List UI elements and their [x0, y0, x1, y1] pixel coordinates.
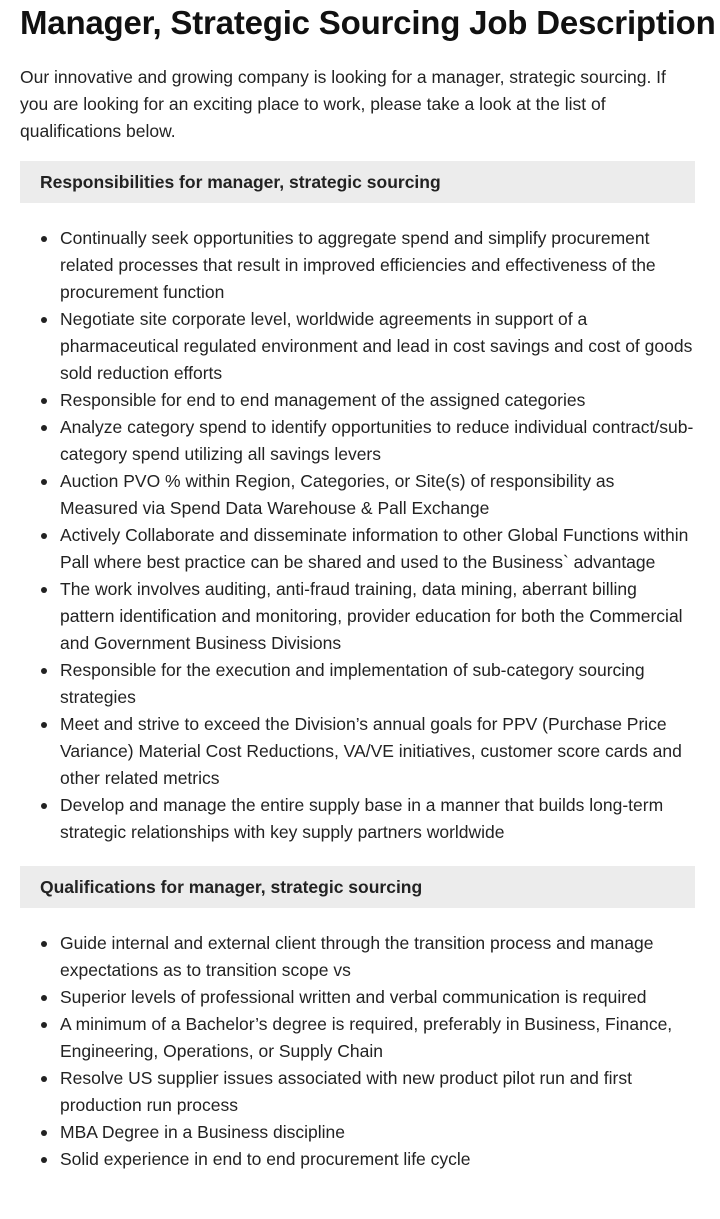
list-item — [20, 711, 695, 792]
bullet-icon — [41, 941, 47, 947]
list-item — [20, 984, 695, 1011]
list-item-text: Actively Collaborate and disseminate information to other Global Functions within Pall where best practice can be shared and used to the Business` advantage — [60, 525, 689, 572]
list-item — [20, 468, 695, 522]
bullet-icon — [41, 668, 47, 674]
list-item-text: Responsible for the execution and implementation of sub-category sourcing strategies — [60, 660, 645, 707]
bullet-icon — [41, 236, 47, 242]
list-item-text: Responsible for end to end management of the assigned categories — [60, 390, 586, 410]
bullet-icon — [41, 1076, 47, 1082]
bullet-icon — [41, 803, 47, 809]
qualifications-list — [20, 930, 695, 1173]
bullet-icon — [41, 425, 47, 431]
list-item-text: Develop and manage the entire supply base in a manner that builds long-term strategic relationships with key supply partners worldwide — [60, 795, 664, 842]
bullet-icon — [41, 722, 47, 728]
list-item — [20, 387, 695, 414]
intro-paragraph: Our innovative and growing company is looking for a manager, strategic sourcing. If you are looking for an exciting place to work, please take a look at the list of qualifications below. — [20, 67, 666, 141]
bullet-icon — [41, 1130, 47, 1136]
list-item — [20, 657, 695, 711]
list-item-text: Guide internal and external client through the transition process and manage expectations as to transition scope vs — [60, 933, 654, 980]
page-title: Manager, Strategic Sourcing Job Description — [20, 4, 716, 41]
list-item — [20, 1011, 695, 1065]
list-item — [20, 930, 695, 984]
responsibilities-list — [20, 225, 695, 846]
list-item-text: A minimum of a Bachelor’s degree is required, preferably in Business, Finance, Engineering, Operations, or Supply Chain — [60, 1014, 673, 1061]
list-item-text: Meet and strive to exceed the Division’s annual goals for PPV (Purchase Price Variance) Material Cost Reductions, VA/VE initiatives, customer score cards and other related metrics — [60, 714, 682, 788]
bullet-icon — [41, 1022, 47, 1028]
bullet-icon — [41, 587, 47, 593]
qualifications-heading: Qualifications for manager, strategic sourcing — [20, 866, 695, 908]
bullet-icon — [41, 317, 47, 323]
list-item-text: The work involves auditing, anti-fraud training, data mining, aberrant billing pattern identification and monitoring, provider education for both the Commercial and Government Business Divisions — [60, 579, 683, 653]
list-item — [20, 792, 695, 846]
list-item — [20, 306, 695, 387]
list-item — [20, 1119, 695, 1146]
list-item — [20, 522, 695, 576]
list-item-text: MBA Degree in a Business discipline — [60, 1122, 346, 1142]
bullet-icon — [41, 533, 47, 539]
list-item-text: Resolve US supplier issues associated with new product pilot run and first production run process — [60, 1068, 632, 1115]
list-item-text: Solid experience in end to end procurement life cycle — [60, 1149, 471, 1169]
list-item — [20, 1146, 695, 1173]
list-item-text: Negotiate site corporate level, worldwide agreements in support of a pharmaceutical regulated environment and lead in cost savings and cost of goods sold reduction efforts — [60, 309, 693, 383]
list-item-text: Superior levels of professional written and verbal communication is required — [60, 987, 647, 1007]
list-item — [20, 414, 695, 468]
list-item-text: Auction PVO % within Region, Categories, or Site(s) of responsibility as Measured via Spend Data Warehouse & Pall Exchange — [60, 471, 615, 518]
list-item-text: Continually seek opportunities to aggregate spend and simplify procurement related processes that result in improved efficiencies and effectiveness of the procurement function — [60, 228, 656, 302]
responsibilities-heading: Responsibilities for manager, strategic sourcing — [20, 161, 695, 203]
bullet-icon — [41, 995, 47, 1001]
list-item-text: Analyze category spend to identify opportunities to reduce individual contract/sub-category spend utilizing all savings levers — [60, 417, 694, 464]
bullet-icon — [41, 479, 47, 485]
list-item — [20, 576, 695, 657]
list-item — [20, 225, 695, 306]
list-item — [20, 1065, 695, 1119]
bullet-icon — [41, 1157, 47, 1163]
bullet-icon — [41, 398, 47, 404]
